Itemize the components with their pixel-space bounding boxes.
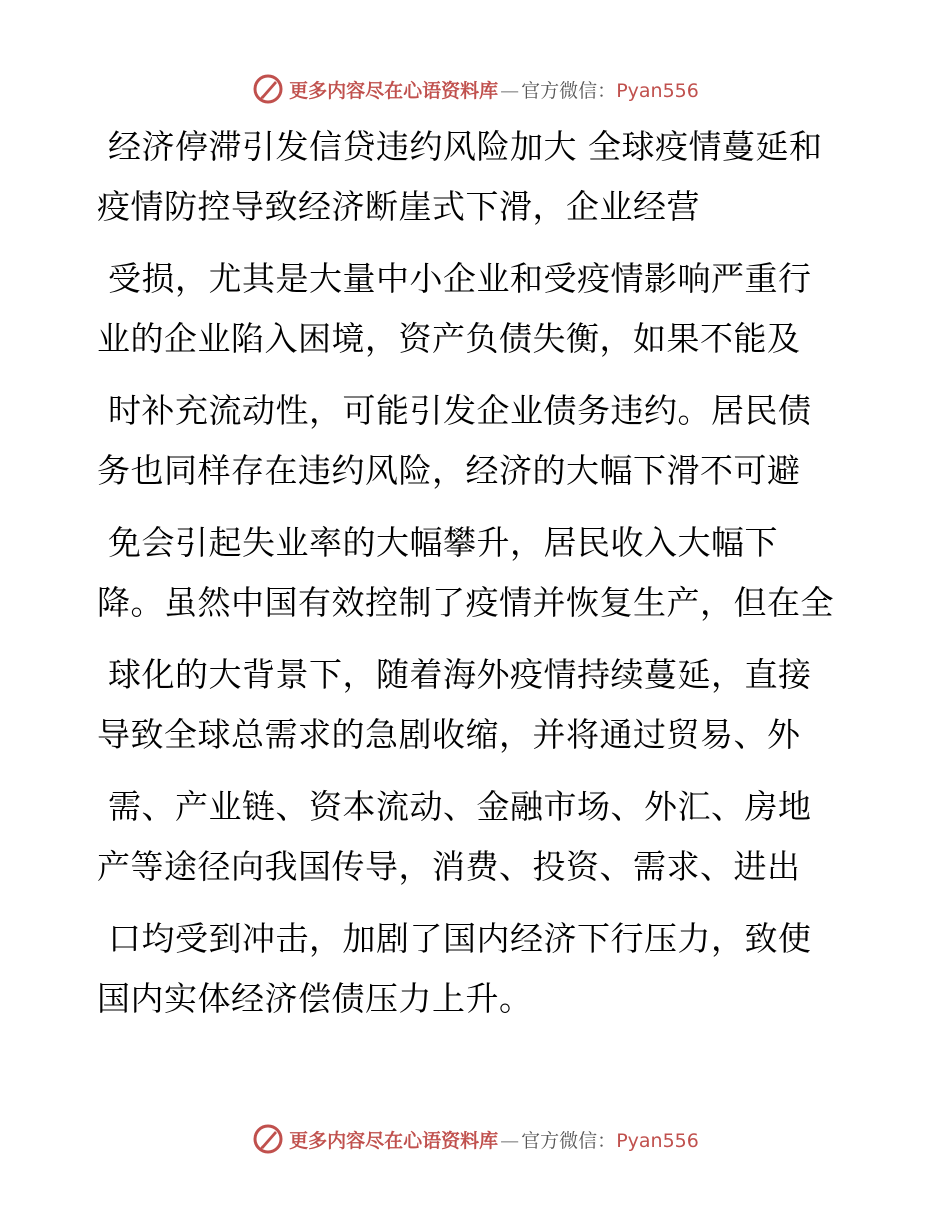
header-official-label: 官方微信： [521, 79, 617, 102]
body-line: 口均受到冲击，加剧了国内经济下行压力，致使 [108, 919, 812, 958]
quill-pen-logo-icon [251, 72, 285, 106]
header-separator: — [500, 79, 520, 102]
footer-official-label: 官方微信： [521, 1129, 617, 1152]
footer-banner [0, 1122, 950, 1156]
body-line: 业的企业陷入困境，资产负债失衡，如果不能及 [97, 319, 801, 358]
footer-separator: — [500, 1129, 520, 1152]
body-line: 降。虽然中国有效控制了疫情并恢复生产，但在全 [97, 583, 834, 622]
body-line: 导致全球总需求的急剧收缩，并将通过贸易、外 [97, 715, 801, 754]
body-line: 受损，尤其是大量中小企业和受疫情影响严重行 [108, 259, 812, 298]
body-line: 务也同样存在违约风险，经济的大幅下滑不可避 [97, 451, 801, 490]
footer-banner-text [289, 1126, 699, 1153]
body-line: 球化的大背景下，随着海外疫情持续蔓延，直接 [108, 655, 812, 694]
body-line: 国内实体经济偿债压力上升。 [97, 979, 533, 1018]
body-line: 需、产业链、资本流动、金融市场、外汇、房地 [108, 787, 812, 826]
header-banner-text [289, 76, 699, 103]
quill-pen-logo-icon [251, 1122, 285, 1156]
body-line: 产等途径向我国传导，消费、投资、需求、进出 [97, 847, 801, 886]
footer-wechat-id: Pyan556 [616, 1129, 699, 1152]
header-brand: 更多内容尽在心语资料库 [289, 79, 499, 102]
body-line: 时补充流动性，可能引发企业债务违约。居民债 [108, 391, 812, 430]
footer-brand: 更多内容尽在心语资料库 [289, 1129, 499, 1152]
header-banner [0, 72, 950, 106]
header-wechat-id: Pyan556 [616, 79, 699, 102]
body-line: 免会引起失业率的大幅攀升，居民收入大幅下 [108, 523, 778, 562]
body-line: 疫情防控导致经济断崖式下滑，企业经营 [97, 187, 700, 226]
body-line: 经济停滞引发信贷违约风险加大 全球疫情蔓延和 [108, 127, 823, 166]
